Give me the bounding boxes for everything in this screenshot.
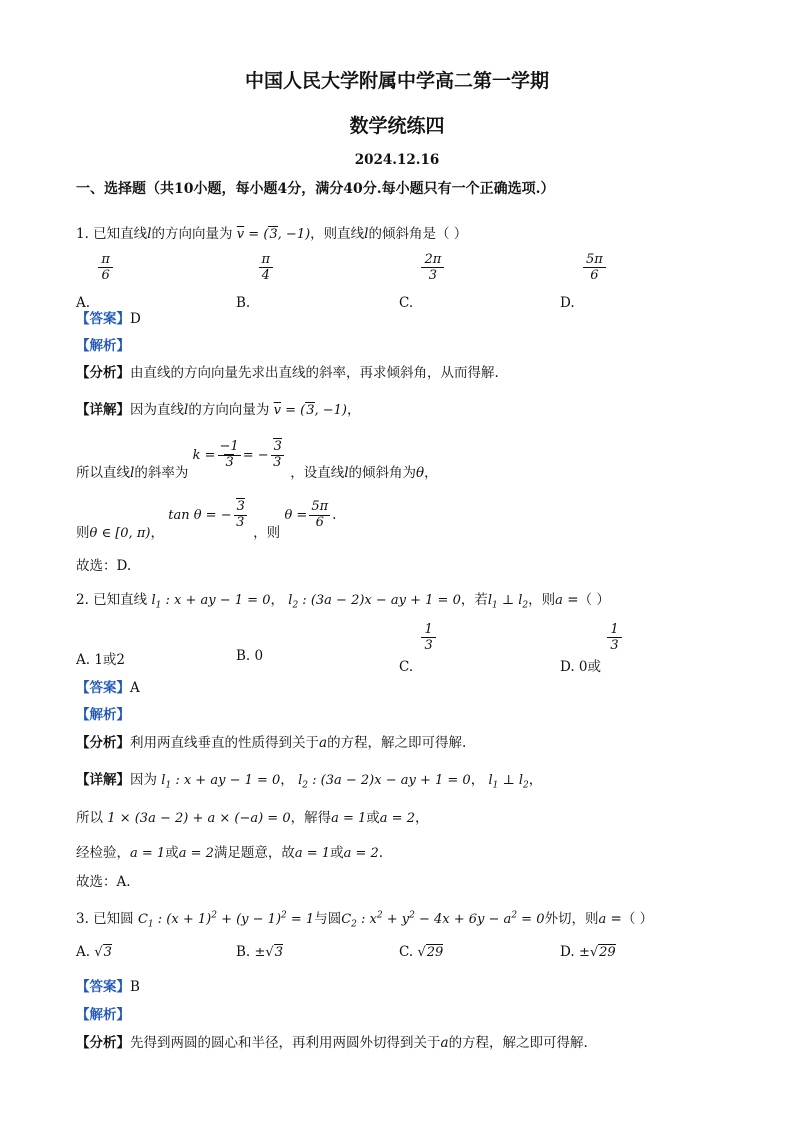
q2-method: 【分析】利用两直线垂直的性质得到关于a的方程，解之即可得解.	[76, 735, 467, 751]
q2-option-c: C. $\frac{1}{3}$	[399, 622, 432, 675]
q3-method: 【分析】先得到两圆的圆心和半径，再利用两圆外切得到关于a的方程，解之即可得解.	[76, 1035, 588, 1051]
q3-option-b: B. ±√3	[236, 944, 283, 960]
q1-detail: 【详解】因为直线l的方向向量为 $\overline{v} = (3$, −1)，	[76, 402, 361, 418]
q3-option-c: C. √29	[399, 944, 444, 960]
q2-detail: 【详解】因为 $l_1$ : x + ay − 1 = 0， $l_2$ : (3a − 2)x − ay + 1 = 0， $l_1$ ⊥ $l_2$，	[76, 772, 543, 791]
document-subtitle: 数学统练四	[349, 115, 445, 137]
q1-option-c: C. $\frac{2\pi}{3}$	[399, 258, 440, 311]
q2-option-d: D. 0或 $\frac{1}{3}$	[560, 622, 620, 675]
q2-option-b: B. 0	[236, 648, 264, 664]
document-title: 中国人民大学附属中学高二第一学期	[244, 70, 549, 92]
q3-stem: 3. 已知圆 $C_1$ : $(x + 1)^2 + (y - 1)^2 = 1$与圆$C_2$ : $x^2 + y^2 - 4x + 6y - a^2 = 0$外切，则a =（ ）	[76, 910, 654, 930]
document-date: 2024.12.16	[354, 152, 440, 168]
q2-stem: 2. 已知直线 $l_1$ : x + ay − 1 = 0， $l_2$ : (3a − 2)x − ay + 1 = 0，若$l_1$ ⊥ $l_2$，则a =（ ）	[76, 592, 610, 611]
q1-option-a: A. $\frac{\pi}{6}$	[76, 258, 109, 311]
q3-answer: 【答案】B	[76, 979, 140, 995]
q1-analysis-label: 【解析】	[76, 338, 130, 354]
q1-answer: 【答案】D	[76, 311, 141, 327]
q2-check: 经检验，a = 1或a = 2满足题意，故a = 1或a = 2.	[76, 845, 384, 861]
q1-option-d: D. $\frac{5\pi}{6}$	[560, 258, 602, 311]
q2-analysis-label: 【解析】	[76, 707, 130, 723]
q1-then: 则θ ∈ [0, π)， tan θ = − $\frac{3}{3}$ ，则 θ = $\frac{5\pi}{6}$ .	[76, 499, 337, 541]
q1-method: 【分析】由直线的方向向量先求出直线的斜率，再求倾斜角，从而得解.	[76, 365, 499, 381]
q2-option-a: A. 1或2	[76, 652, 126, 668]
q2-conclude: 故选：A.	[76, 874, 131, 890]
q3-option-d: D. ±√29	[560, 944, 616, 960]
q2-so: 所以 1 × (3a − 2) + a × (−a) = 0，解得a = 1或a = 2，	[76, 810, 429, 826]
q3-option-a: A. √3	[76, 944, 112, 960]
section-heading: 一、选择题（共10小题，每小题4分，满分40分.每小题只有一个正确选项.）	[76, 181, 555, 197]
q1-slope: 所以直线l的斜率为 k = $\frac{-1}{3}$ = − $\frac{3}{3}$ ，设直线l的倾斜角为θ，	[76, 439, 438, 481]
q1-option-b: B. $\frac{\pi}{4}$	[236, 258, 269, 311]
q2-answer: 【答案】A	[76, 680, 140, 696]
q1-stem: 1. 已知直线l的方向向量为 $\overline{v} = (3$, −1)，则直线l的倾斜角是（ ）	[76, 226, 468, 242]
q3-analysis-label: 【解析】	[76, 1007, 130, 1023]
q1-conclude: 故选：D.	[76, 558, 132, 574]
